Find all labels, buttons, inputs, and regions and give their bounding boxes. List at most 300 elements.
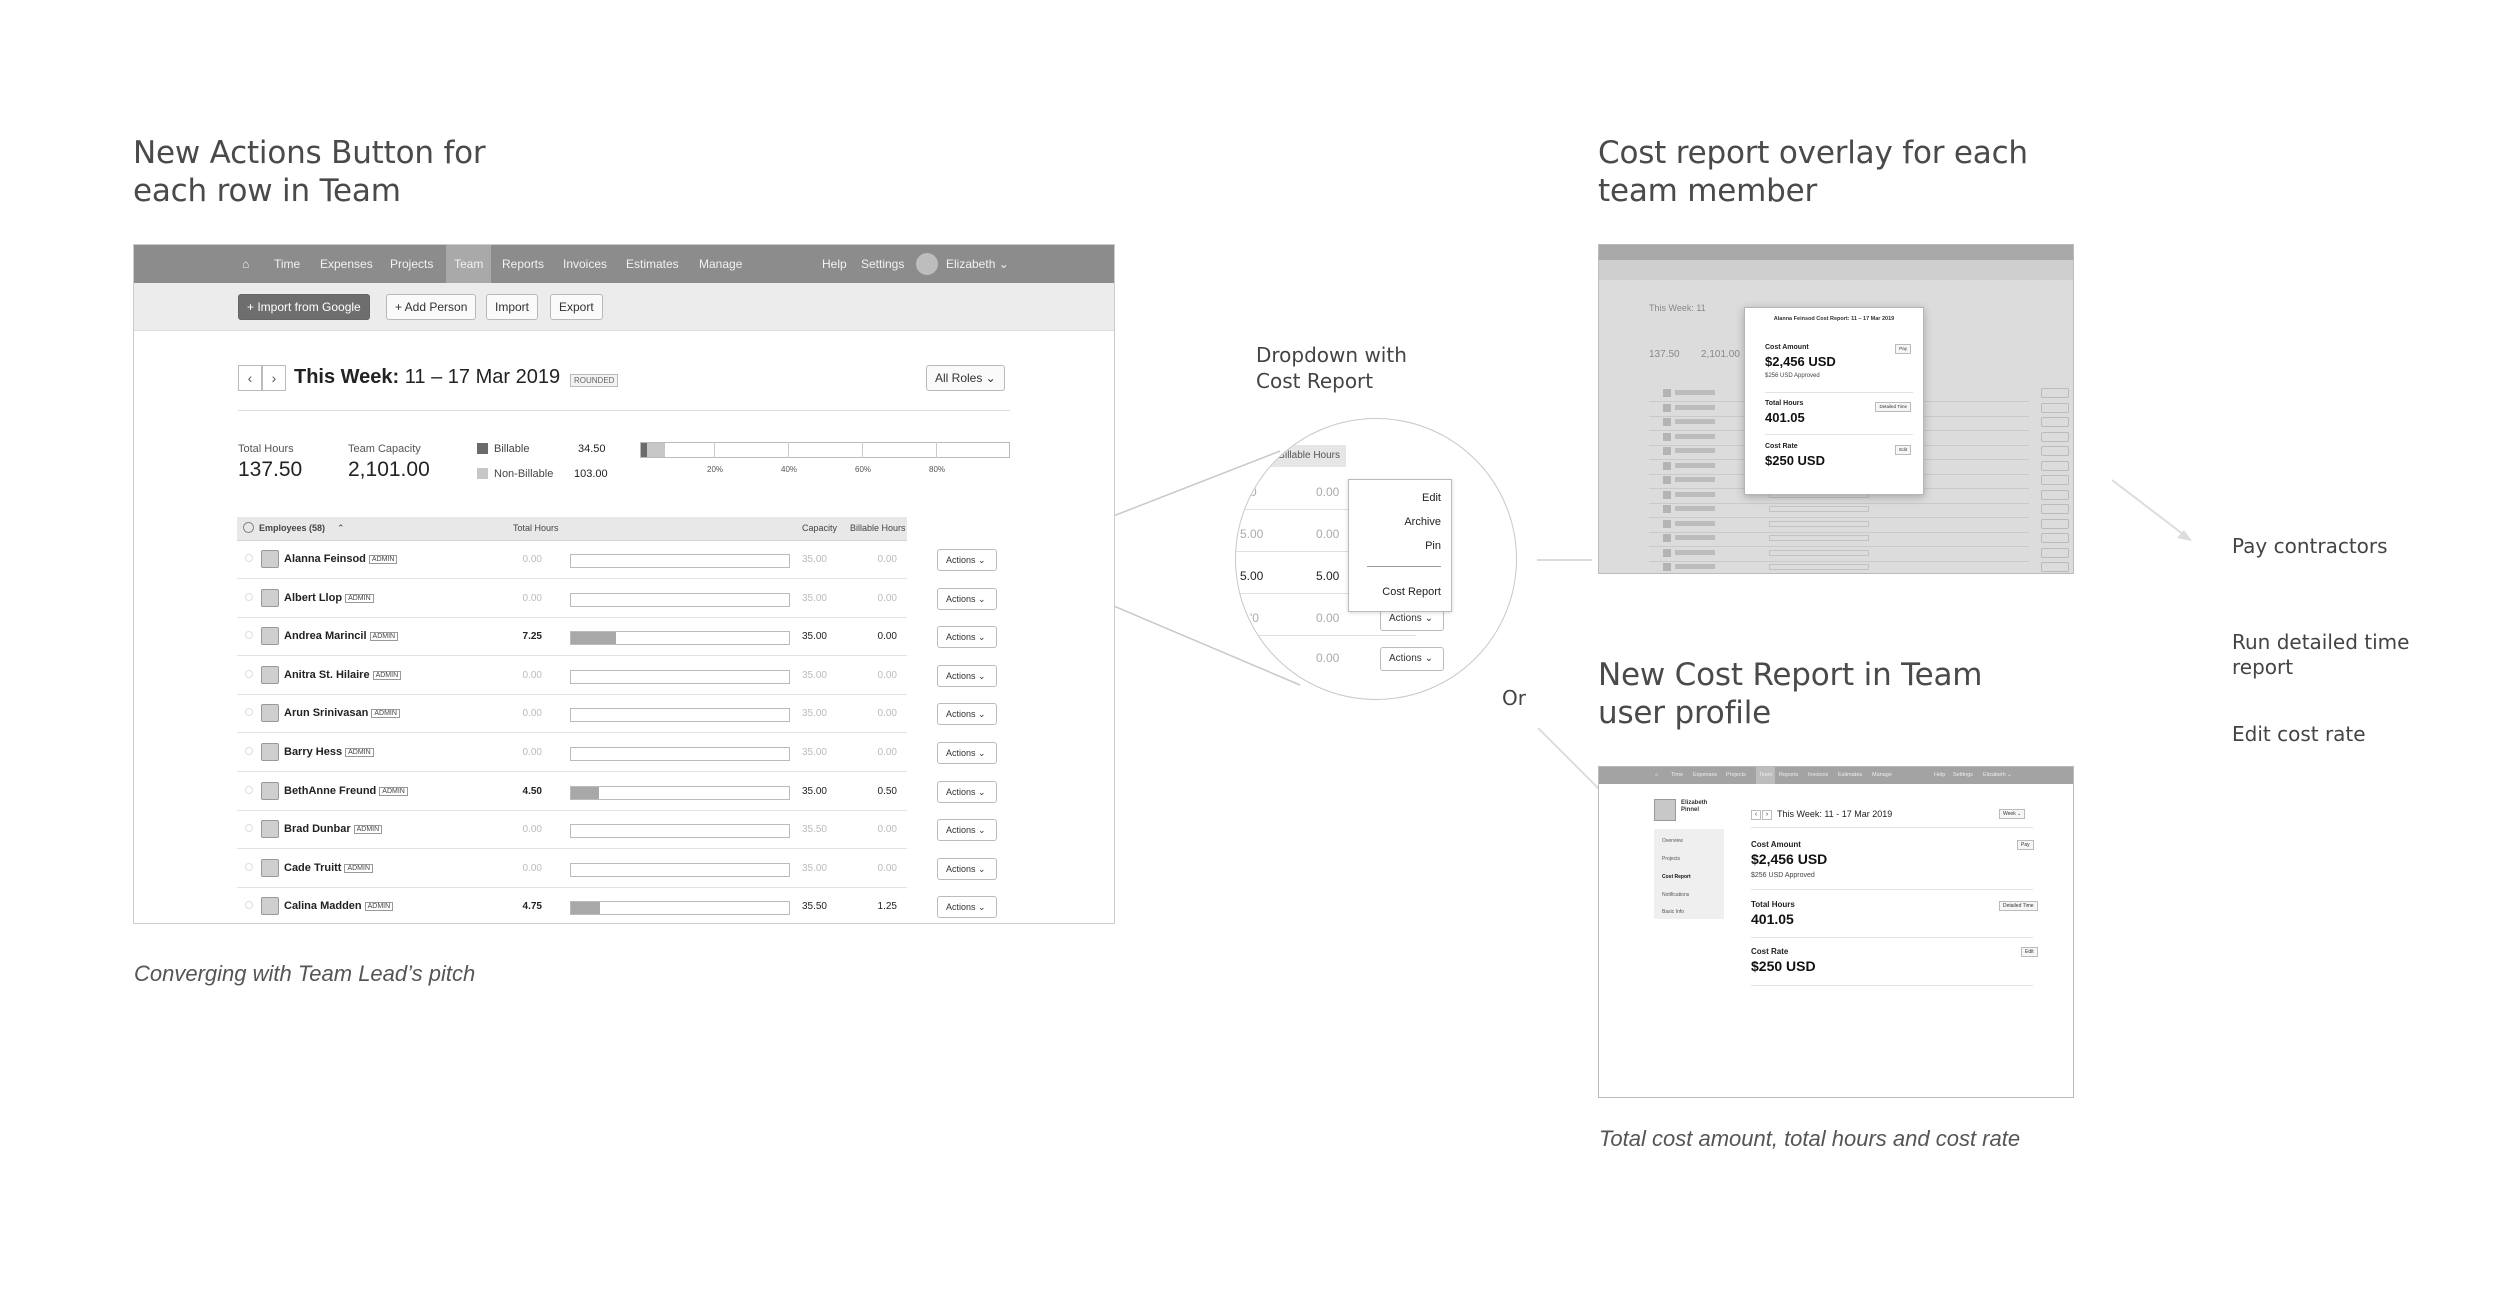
- home-icon[interactable]: ⌂: [1655, 772, 1659, 778]
- capacity-bar: [570, 554, 790, 568]
- prev-week-button[interactable]: ‹: [1751, 810, 1761, 820]
- nav-expenses[interactable]: Expenses: [320, 257, 373, 271]
- avatar: [261, 627, 279, 645]
- capacity-cell: 35.00: [801, 592, 827, 604]
- total-hours-label: Total Hours: [1751, 900, 1795, 909]
- avatar: [1663, 462, 1671, 470]
- total-hours-cell: 0.00: [522, 824, 542, 836]
- pay-button[interactable]: Pay: [2017, 840, 2034, 850]
- nav-help[interactable]: Help: [822, 257, 847, 271]
- pin-icon[interactable]: [245, 554, 253, 562]
- employees-header[interactable]: Employees (58): [259, 523, 326, 533]
- actions-button[interactable]: Actions ⌄: [937, 549, 997, 571]
- cost-amount-label: Cost Amount: [1765, 344, 1809, 351]
- menu-divider: [1367, 566, 1441, 567]
- table-row[interactable]: [237, 580, 907, 618]
- zoom-cell: 0.00: [1316, 485, 1340, 499]
- nav-time[interactable]: Time: [274, 257, 301, 271]
- dropdown-heading: Dropdown with Cost Report: [1256, 343, 1407, 393]
- billable-swatch: [477, 443, 488, 454]
- nonbillable-value: 103.00: [574, 468, 608, 480]
- zoom-cell-left: 5.00: [1240, 569, 1264, 583]
- employee-name[interactable]: Andrea Marincil ADMIN: [284, 630, 398, 642]
- ghost-actions-button: [2041, 388, 2069, 398]
- add-person-button[interactable]: + Add Person: [386, 294, 476, 320]
- side-basic-info[interactable]: Basic Info: [1662, 909, 1684, 915]
- profile-divider: [1751, 985, 2033, 986]
- avatar: [1663, 520, 1671, 528]
- ghost-name: [1675, 492, 1715, 497]
- nav-manage[interactable]: Manage: [1872, 772, 1892, 778]
- chevron-down-icon: ⌄: [978, 593, 986, 604]
- employee-name[interactable]: Albert Llop ADMIN: [284, 592, 374, 604]
- pay-button[interactable]: Pay: [1895, 344, 1911, 354]
- total-hours-cell: 0.00: [522, 592, 542, 604]
- cost-report-modal: [1744, 307, 1924, 495]
- admin-badge: ADMIN: [365, 902, 394, 911]
- billable-cell: 0.00: [877, 631, 897, 643]
- export-button[interactable]: Export: [550, 294, 603, 320]
- pin-icon[interactable]: [245, 824, 253, 832]
- capacity-cell: 35.50: [801, 824, 827, 836]
- ghost-name: [1675, 506, 1715, 511]
- actions-button[interactable]: Actions ⌄: [937, 588, 997, 610]
- nonbillable-label: Non-Billable: [494, 468, 554, 480]
- cost-amount-value: $2,456 USD: [1765, 354, 1836, 369]
- capacity-bar-fill: [571, 632, 616, 644]
- menu-archive[interactable]: Archive: [1404, 516, 1441, 528]
- actions-heading: New Actions Button for each row in Team: [133, 135, 486, 209]
- home-icon[interactable]: ⌂: [242, 257, 250, 271]
- total-hours-cell: 7.25: [522, 631, 542, 643]
- ghost-bar: [1769, 506, 1869, 512]
- avatar: [1663, 404, 1671, 412]
- outcome-pay: Pay contractors: [2232, 534, 2388, 558]
- profile-caption: Total cost amount, total hours and cost rate: [1599, 1126, 2021, 1151]
- import-google-button[interactable]: + Import from Google: [238, 294, 370, 320]
- overlay-heading: Cost report overlay for each team member: [1598, 135, 2028, 209]
- total-hours-cell: 0.00: [522, 708, 542, 720]
- zoom-cell-left: .00: [1240, 485, 1257, 499]
- table-row[interactable]: [237, 888, 907, 924]
- edit-rate-button[interactable]: Edit: [1895, 445, 1911, 455]
- nav-expenses[interactable]: Expenses: [1693, 772, 1718, 778]
- zoom-cell: 0.00: [1316, 651, 1340, 665]
- overlay-nav: [1599, 245, 2073, 260]
- table-row[interactable]: [237, 695, 907, 733]
- ghost-bar: [1769, 564, 1869, 570]
- capacity-bar: [570, 824, 790, 838]
- total-hours-value: 137.50: [238, 458, 303, 481]
- cost-rate-label: Cost Rate: [1751, 947, 1789, 956]
- actions-caption: Converging with Team Lead’s pitch: [134, 961, 476, 986]
- tick-label-60: 60%: [855, 465, 872, 474]
- avatar: [261, 820, 279, 838]
- billable-cell: 0.50: [877, 785, 897, 797]
- side-overview[interactable]: Overview: [1662, 838, 1683, 844]
- ghost-bar: [1769, 535, 1869, 541]
- capacity-bar: [570, 747, 790, 761]
- profile-nav: [1599, 767, 2073, 784]
- edit-rate-button[interactable]: Edit: [2021, 947, 2038, 957]
- team-page-mock: [133, 244, 1115, 924]
- table-row[interactable]: [237, 850, 907, 888]
- nav-estimates[interactable]: Estimates: [1838, 772, 1863, 778]
- nav-settings[interactable]: Settings: [861, 257, 905, 271]
- pin-icon[interactable]: [245, 670, 253, 678]
- profile-divider: [1751, 827, 2033, 828]
- total-hours-label: Total Hours: [1765, 400, 1804, 407]
- profile-divider: [1751, 889, 2033, 890]
- avatar: [1663, 447, 1671, 455]
- nav-invoices[interactable]: Invoices: [563, 257, 608, 271]
- team-toolbar: [134, 283, 1114, 331]
- capacity-header[interactable]: Capacity: [802, 523, 838, 533]
- admin-badge: ADMIN: [344, 864, 373, 873]
- admin-badge: ADMIN: [345, 594, 374, 603]
- avatar: [1663, 476, 1671, 484]
- billable-cell: 0.00: [877, 862, 897, 874]
- utilization-nonbillable-fill: [647, 443, 665, 457]
- zoom-cell-left: 5.00: [1240, 527, 1264, 541]
- chevron-down-icon: ⌄: [978, 902, 986, 913]
- capacity-bar: [570, 631, 790, 645]
- ghost-name: [1675, 448, 1715, 453]
- ghost-name: [1675, 564, 1715, 569]
- zoom-actions-button[interactable]: Actions ⌄: [1380, 647, 1444, 671]
- cost-rate-label: Cost Rate: [1765, 443, 1798, 450]
- avatar: [1663, 549, 1671, 557]
- side-notifications[interactable]: Notifications: [1662, 892, 1690, 898]
- prev-week-button[interactable]: ‹: [238, 365, 262, 391]
- ghost-name: [1675, 390, 1715, 395]
- outcome-report: Run detailed time report: [2232, 630, 2410, 679]
- nav-invoices[interactable]: Invoices: [1808, 772, 1829, 778]
- side-projects[interactable]: Projects: [1662, 856, 1681, 862]
- chevron-down-icon: ⌄: [978, 632, 986, 643]
- employee-name[interactable]: Alanna Feinsod ADMIN: [284, 553, 397, 565]
- capacity-bar: [570, 786, 790, 800]
- pin-icon[interactable]: [245, 708, 253, 716]
- zoom-row-line: [1236, 635, 1416, 636]
- ghost-name: [1675, 535, 1715, 540]
- capacity-bar: [570, 708, 790, 722]
- cost-amount-label: Cost Amount: [1751, 840, 1801, 849]
- ghost-name: [1675, 550, 1715, 555]
- nav-team[interactable]: Team: [446, 245, 491, 283]
- capacity-bar: [570, 863, 790, 877]
- next-week-button[interactable]: ›: [262, 365, 286, 391]
- billable-cell: 0.00: [877, 708, 897, 720]
- tick-label-40: 40%: [781, 465, 798, 474]
- profile-week-title: This Week: 11 - 17 Mar 2019: [1777, 809, 1893, 819]
- overlay-week: This Week: 11: [1649, 303, 1706, 313]
- avatar: [261, 743, 279, 761]
- overlay-total-hours: 137.50: [1649, 349, 1680, 360]
- actions-dropdown-menu: [1348, 479, 1452, 612]
- ghost-actions-button: [2041, 461, 2069, 471]
- zoom-actions-button[interactable]: Actions ⌄: [1380, 607, 1444, 631]
- zoom-cell: 5.00: [1316, 569, 1340, 583]
- week-title: This Week: 11 – 17 Mar 2019: [294, 366, 561, 388]
- table-row[interactable]: [237, 541, 907, 579]
- ghost-name: [1675, 477, 1715, 482]
- tick-label-20: 20%: [707, 465, 724, 474]
- pin-icon[interactable]: [245, 747, 253, 755]
- actions-button[interactable]: Actions ⌄: [937, 896, 997, 918]
- user-menu[interactable]: Elizabeth ⌄: [946, 257, 1009, 271]
- capacity-cell: 35.00: [801, 631, 827, 643]
- modal-divider: [1765, 392, 1913, 393]
- actions-button[interactable]: Actions ⌄: [937, 858, 997, 880]
- cost-report-overlay-mock: [1598, 244, 2074, 574]
- admin-badge: ADMIN: [373, 671, 402, 680]
- roles-select[interactable]: All Roles ⌄: [926, 365, 1005, 391]
- nav-manage[interactable]: Manage: [699, 257, 743, 271]
- ghost-name: [1675, 463, 1715, 468]
- chevron-down-icon: ⌄: [978, 709, 986, 720]
- side-cost-report[interactable]: Cost Report: [1662, 874, 1691, 880]
- actions-button[interactable]: Actions ⌄: [937, 626, 997, 648]
- profile-avatar: [1654, 799, 1676, 821]
- avatar: [261, 589, 279, 607]
- cost-rate-value: $250 USD: [1765, 453, 1825, 468]
- capacity-value: 2,101.00: [348, 458, 430, 481]
- employee-name[interactable]: Cade Truitt ADMIN: [284, 862, 373, 874]
- modal-divider: [1765, 434, 1913, 435]
- overlay-toolbar: [1599, 260, 2073, 280]
- outcome-edit-rate: Edit cost rate: [2232, 722, 2366, 746]
- profile-heading: New Cost Report in Team user profile: [1598, 657, 1983, 731]
- capacity-bar: [570, 901, 790, 915]
- avatar: [1663, 418, 1671, 426]
- ghost-actions-button: [2041, 519, 2069, 529]
- ghost-actions-button: [2041, 417, 2069, 427]
- avatar: [1663, 433, 1671, 441]
- ghost-name: [1675, 419, 1715, 424]
- chevron-down-icon: ⌄: [978, 786, 986, 797]
- user-menu[interactable]: Elizabeth ⌄: [1983, 772, 2012, 778]
- ghost-actions-button: [2041, 562, 2069, 572]
- import-button[interactable]: Import: [486, 294, 538, 320]
- ghost-name: [1675, 405, 1715, 410]
- overlay-capacity: 2,101.00: [1701, 349, 1740, 360]
- capacity-bar-fill: [571, 787, 599, 799]
- total-hours-value: 401.05: [1765, 410, 1805, 425]
- avatar: [1663, 505, 1671, 513]
- nav-reports[interactable]: Reports: [502, 257, 545, 271]
- utilization-bar: [640, 442, 1010, 458]
- zoom-cell: 0.00: [1316, 527, 1340, 541]
- avatar: [261, 550, 279, 568]
- arrow-to-outcomes: [2112, 480, 2188, 538]
- zoom-cell-left: '0: [1250, 611, 1259, 625]
- billable-label: Billable: [494, 443, 530, 455]
- actions-button[interactable]: Actions ⌄: [937, 781, 997, 803]
- zoom-billable-header: Billable Hours: [1236, 445, 1346, 467]
- pin-icon[interactable]: [245, 863, 253, 871]
- billable-value: 34.50: [578, 443, 606, 455]
- total-hours-cell: 4.50: [522, 785, 542, 797]
- chevron-down-icon: ⌄: [978, 825, 986, 836]
- capacity-cell: 35.00: [801, 708, 827, 720]
- pin-icon[interactable]: [245, 593, 253, 601]
- tick-20: [714, 442, 715, 458]
- approved-amount: $256 USD Approved: [1765, 373, 1820, 379]
- tick-40: [788, 442, 789, 458]
- admin-badge: ADMIN: [354, 825, 383, 834]
- ghost-bar: [1769, 550, 1869, 556]
- modal-title: Alanna Feinsod Cost Report: 11 – 17 Mar 2019: [1773, 316, 1895, 322]
- admin-badge: ADMIN: [371, 709, 400, 718]
- employee-name[interactable]: Anitra St. Hilaire ADMIN: [284, 669, 401, 681]
- chevron-down-icon: ⌄: [978, 863, 986, 874]
- avatar: [261, 897, 279, 915]
- avatar: [261, 782, 279, 800]
- nav-estimates[interactable]: Estimates: [626, 257, 679, 271]
- detailed-time-button[interactable]: Detailed Time: [1999, 901, 2038, 911]
- total-hours-cell: 0.00: [522, 862, 542, 874]
- avatar: [1663, 389, 1671, 397]
- billable-cell: 0.00: [877, 824, 897, 836]
- actions-button[interactable]: Actions ⌄: [937, 665, 997, 687]
- employee-name[interactable]: Calina Madden ADMIN: [284, 900, 393, 912]
- table-row[interactable]: [237, 618, 907, 656]
- employee-name[interactable]: Barry Hess ADMIN: [284, 746, 374, 758]
- total-hours-value: 401.05: [1751, 911, 1794, 927]
- zoom-cell: 0.00: [1316, 611, 1340, 625]
- total-hours-cell: 0.00: [522, 747, 542, 758]
- chevron-down-icon: ⌄: [978, 670, 986, 681]
- nonbillable-swatch: [477, 468, 488, 479]
- billable-cell: 0.00: [877, 669, 897, 681]
- ghost-actions-button: [2041, 490, 2069, 500]
- nav-time[interactable]: Time: [1671, 772, 1684, 778]
- admin-badge: ADMIN: [370, 632, 399, 641]
- top-nav: [134, 245, 1114, 283]
- ghost-actions-button: [2041, 403, 2069, 413]
- profile-cost-report-mock: [1598, 766, 2074, 1098]
- cost-rate-value: $250 USD: [1751, 958, 1816, 974]
- nav-help[interactable]: Help: [1934, 772, 1946, 778]
- billable-cell: 0.00: [877, 592, 897, 604]
- pin-icon[interactable]: [245, 901, 253, 909]
- ghost-actions-button: [2041, 432, 2069, 442]
- avatar: [261, 859, 279, 877]
- avatar: [1663, 563, 1671, 571]
- capacity-cell: 35.00: [801, 747, 827, 758]
- user-avatar[interactable]: [916, 253, 938, 275]
- or-label: Or: [1502, 686, 1526, 710]
- capacity-bar-fill: [571, 902, 600, 914]
- rounded-badge: ROUNDED: [570, 374, 618, 387]
- menu-cost-report[interactable]: Cost Report: [1382, 586, 1441, 598]
- nav-projects[interactable]: Projects: [390, 257, 434, 271]
- nav-reports[interactable]: Reports: [1779, 772, 1799, 778]
- table-row[interactable]: [237, 811, 907, 849]
- nav-settings[interactable]: Settings: [1953, 772, 1973, 778]
- actions-button[interactable]: Actions ⌄: [937, 703, 997, 725]
- profile-side-menu: [1654, 829, 1724, 919]
- chevron-up-icon[interactable]: ⌃: [337, 523, 345, 533]
- capacity-cell: 35.00: [801, 785, 827, 797]
- ghost-name: [1675, 521, 1715, 526]
- avatar: [1663, 491, 1671, 499]
- pin-icon[interactable]: [245, 786, 253, 794]
- ghost-name: [1675, 434, 1715, 439]
- admin-badge: ADMIN: [379, 787, 408, 796]
- avatar: [261, 666, 279, 684]
- billable-cell: 0.00: [877, 554, 897, 565]
- approved-amount: $256 USD Approved: [1751, 872, 1815, 879]
- total-hours-cell: 0.00: [522, 554, 542, 565]
- capacity-bar: [570, 593, 790, 607]
- actions-button[interactable]: Actions ⌄: [937, 742, 997, 764]
- pin-icon[interactable]: [245, 631, 253, 639]
- admin-badge: ADMIN: [369, 555, 398, 564]
- employee-name[interactable]: Brad Dunbar ADMIN: [284, 823, 382, 835]
- dropdown-zoom: [1235, 418, 1517, 700]
- admin-badge: ADMIN: [345, 748, 374, 757]
- select-all-icon[interactable]: [243, 522, 254, 533]
- capacity-cell: 35.50: [801, 901, 827, 913]
- nav-team[interactable]: Team: [1756, 767, 1775, 784]
- total-hours-cell: 4.75: [522, 901, 542, 913]
- chevron-down-icon: ⌄: [978, 748, 986, 758]
- table-row[interactable]: [237, 773, 907, 811]
- menu-pin[interactable]: Pin: [1425, 540, 1441, 552]
- billable-header[interactable]: Billable Hours: [850, 523, 906, 533]
- ghost-actions-button: [2041, 475, 2069, 485]
- capacity-cell: 35.00: [801, 554, 827, 565]
- employees-table-header: [237, 517, 907, 541]
- table-row[interactable]: [237, 734, 907, 772]
- total-hours-label: Total Hours: [238, 443, 294, 455]
- tick-label-80: 80%: [929, 465, 946, 474]
- ghost-actions-button: [2041, 533, 2069, 543]
- employee-name[interactable]: BethAnne Freund ADMIN: [284, 785, 408, 797]
- next-week-button[interactable]: ›: [1762, 810, 1772, 820]
- total-hours-header[interactable]: Total Hours: [513, 523, 559, 533]
- employee-name[interactable]: Arun Srinivasan ADMIN: [284, 707, 400, 719]
- range-select[interactable]: Week ⌄: [1999, 809, 2025, 819]
- profile-divider: [1751, 937, 2033, 938]
- menu-edit[interactable]: Edit: [1422, 492, 1441, 504]
- total-hours-cell: 0.00: [522, 669, 542, 681]
- cost-amount-value: $2,456 USD: [1751, 851, 1828, 867]
- capacity-label: Team Capacity: [348, 443, 421, 455]
- capacity-cell: 35.00: [801, 862, 827, 874]
- tick-80: [936, 442, 937, 458]
- ghost-actions-button: [2041, 446, 2069, 456]
- actions-button[interactable]: Actions ⌄: [937, 819, 997, 841]
- divider: [238, 410, 1010, 411]
- ghost-actions-button: [2041, 548, 2069, 558]
- chevron-down-icon: ⌄: [978, 555, 986, 565]
- table-row[interactable]: [237, 657, 907, 695]
- capacity-bar: [570, 670, 790, 684]
- capacity-cell: 35.00: [801, 669, 827, 681]
- nav-projects[interactable]: Projects: [1726, 772, 1746, 778]
- ghost-actions-button: [2041, 504, 2069, 514]
- billable-cell: 1.25: [877, 901, 897, 913]
- detailed-time-button[interactable]: Detailed Time: [1875, 402, 1911, 412]
- billable-cell: 0.00: [877, 747, 897, 758]
- tick-60: [862, 442, 863, 458]
- ghost-bar: [1769, 521, 1869, 527]
- overlay-ghost-row: [1649, 559, 2029, 574]
- avatar: [1663, 534, 1671, 542]
